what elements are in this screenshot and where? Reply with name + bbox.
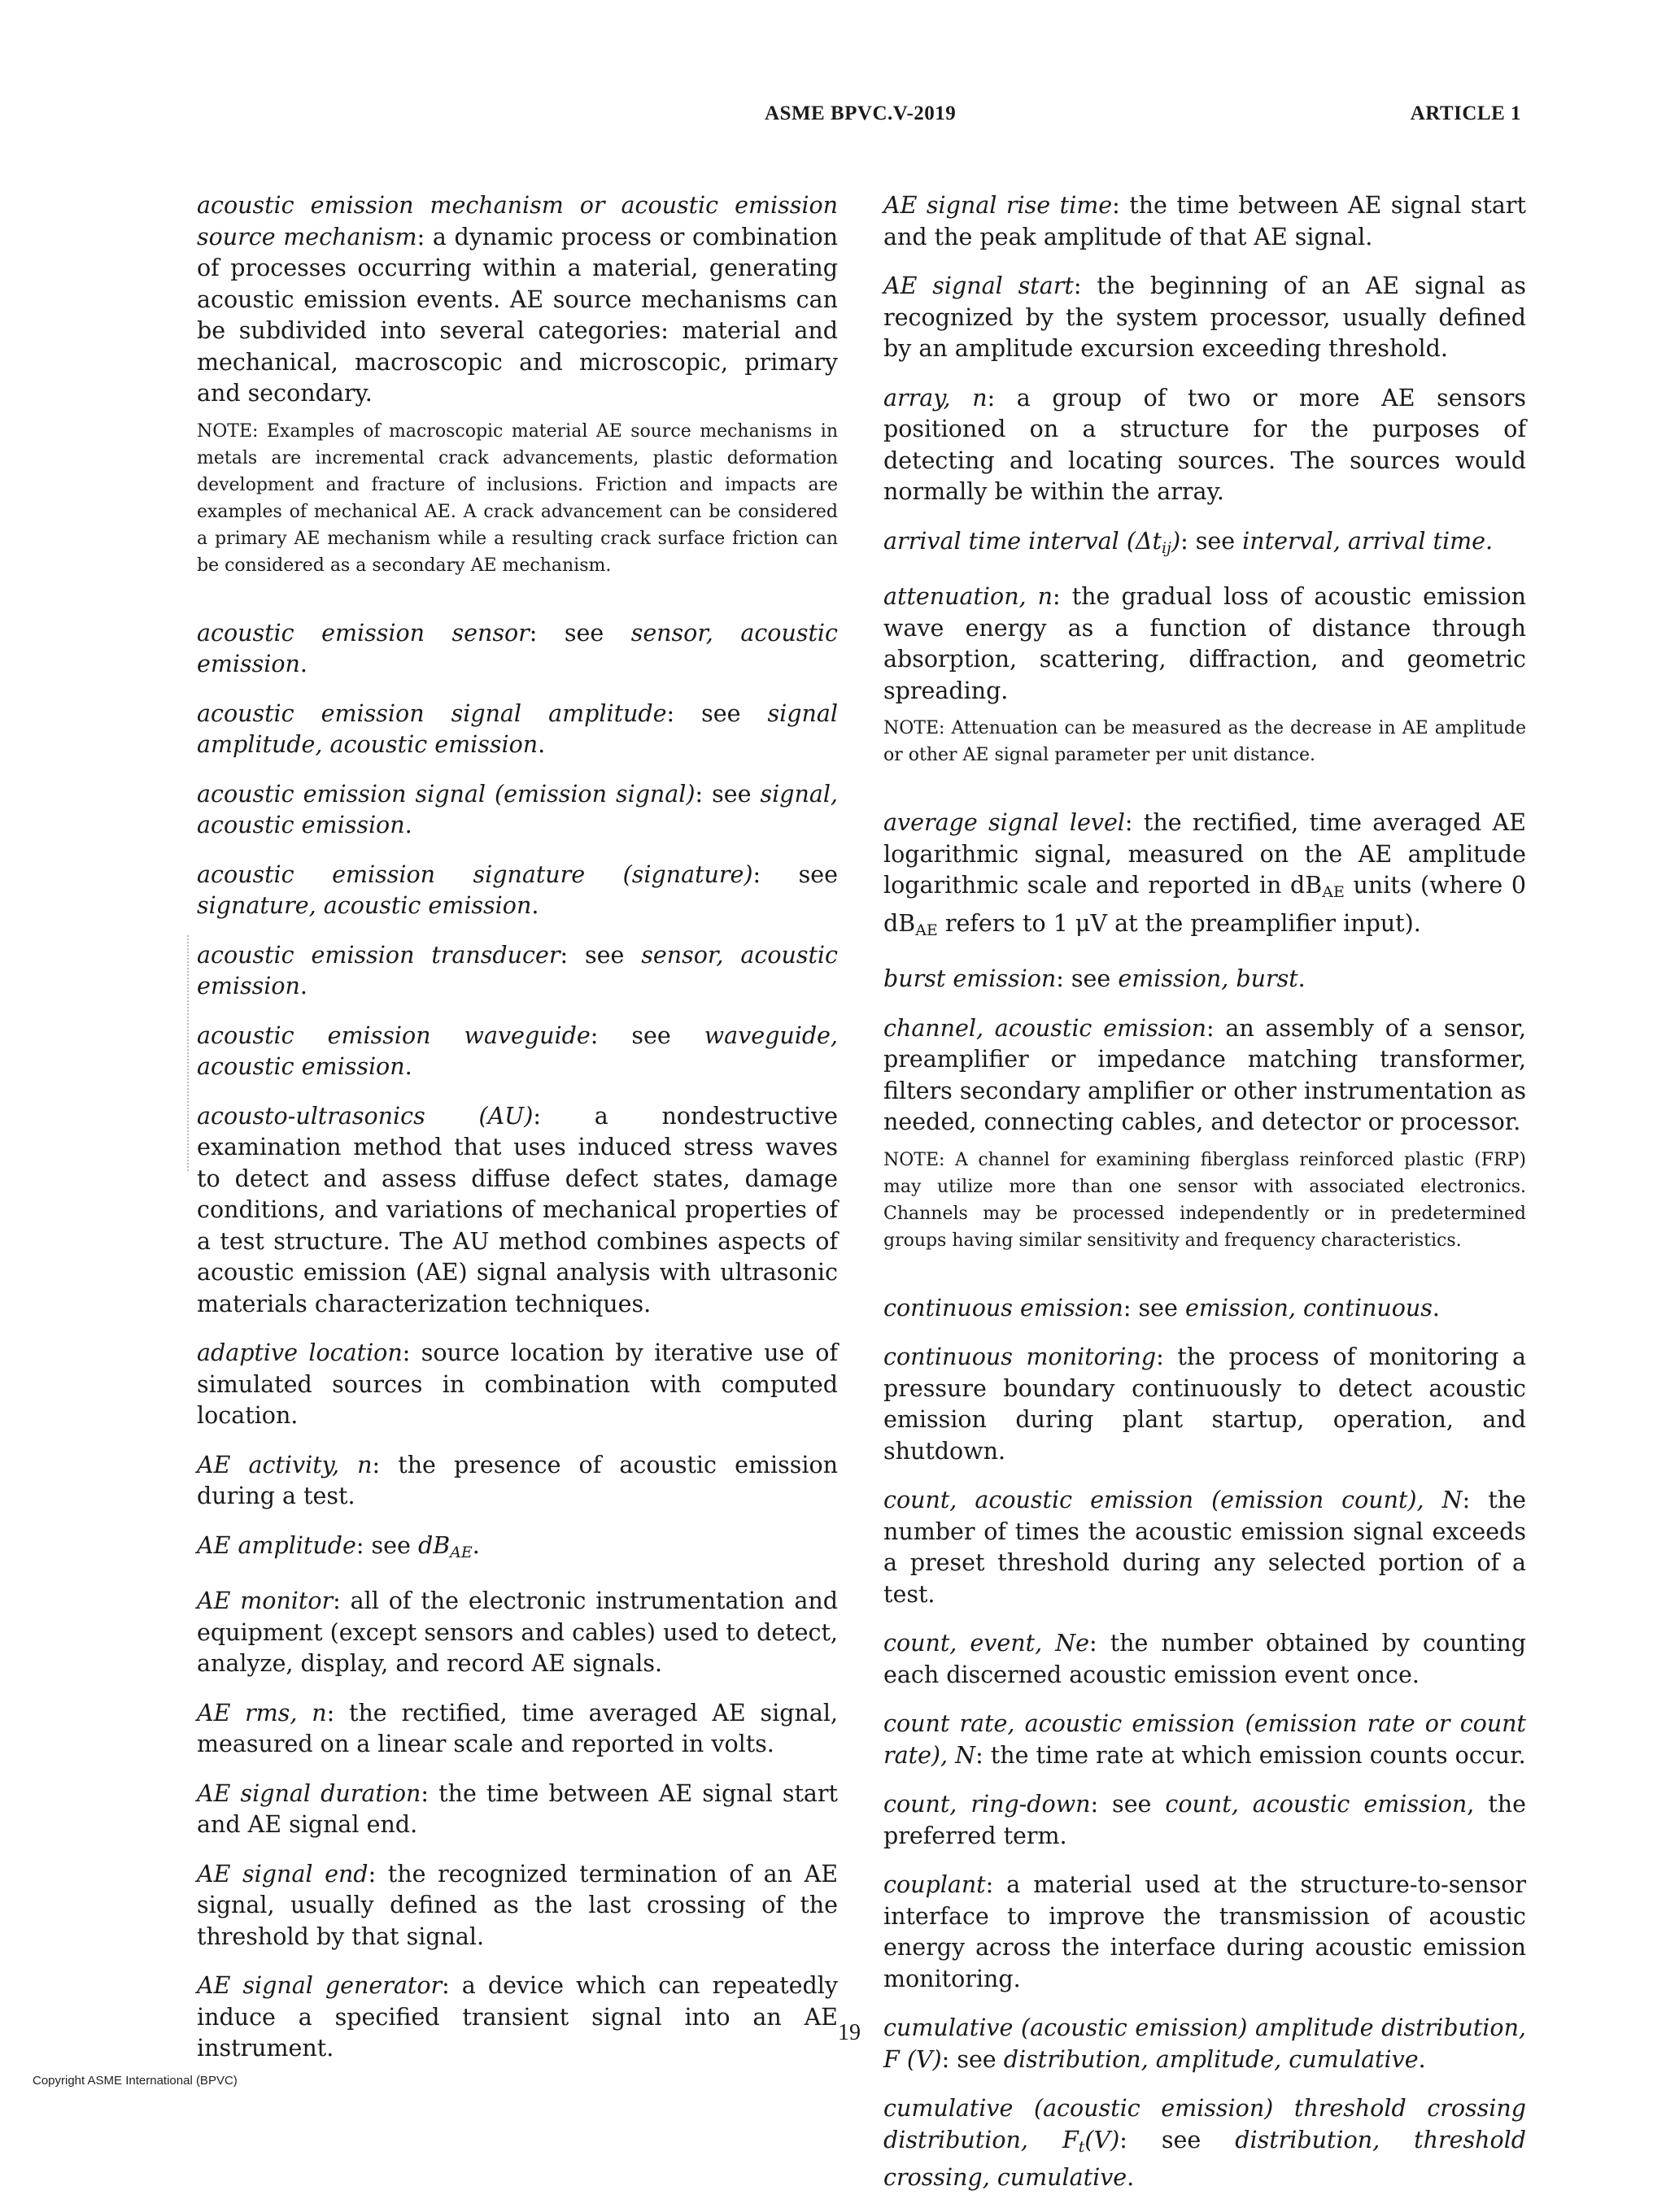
definition-text: source location by iterative use of simulated sources in combination with computed location. bbox=[197, 1339, 839, 1429]
separator: : bbox=[1073, 272, 1097, 299]
definition-end: . bbox=[1432, 1294, 1440, 1322]
defined-term: couplant bbox=[883, 1871, 986, 1898]
defined-term: cumulative (acoustic emission) threshold crossing distribution, F bbox=[883, 2095, 1526, 2153]
separator: : see bbox=[529, 619, 631, 647]
separator: : see bbox=[590, 1021, 704, 1049]
definition-text: the gradual loss of acoustic emission wave energy as a function of distance through absorption, scattering, diffraction, and geometric spreading. bbox=[883, 583, 1526, 704]
separator: : bbox=[1112, 192, 1130, 219]
cross-reference: dB bbox=[417, 1531, 451, 1559]
separator: : bbox=[421, 1779, 439, 1807]
defined-term: acoustic emission signal (emission signal) bbox=[197, 780, 696, 808]
defined-term: AE activity, n bbox=[197, 1451, 373, 1478]
separator: : bbox=[1156, 1343, 1178, 1370]
definition-text: the recognized termination of an AE signal, usually defined as the last crossing of the threshold by that signal. bbox=[197, 1860, 839, 1950]
cross-reference: distribution, threshold crossing, cumulative bbox=[883, 2126, 1526, 2191]
definition-entry bbox=[197, 779, 838, 842]
defined-term: AE signal generator bbox=[197, 1972, 443, 1999]
definition-text: the time rate at which emission counts occur. bbox=[990, 1741, 1526, 1769]
definition-entry bbox=[883, 2093, 1526, 2194]
definition-text: the rectified, time averaged AE logarithmic signal, measured on the AE amplitude logarithmic scale and reported in dB bbox=[883, 809, 1526, 899]
defined-term-subscript: ij bbox=[1161, 538, 1171, 557]
separator: : bbox=[1462, 1487, 1489, 1513]
cross-reference: distribution, amplitude, cumulative bbox=[1003, 2045, 1419, 2073]
definition-note: NOTE: Examples of macroscopic material AE source mechanisms in metals are incremental crack advancements, plastic deformation development and fracture of inclusions. Friction and impacts are examples of mechanical AE. A crack advancement can be considered a primary AE mechanism while a resulting crack surface friction can be considered as a secondary AE mechanism. bbox=[197, 420, 838, 576]
separator: : see bbox=[941, 2045, 1004, 2073]
definition-entry bbox=[197, 860, 838, 922]
defined-term-subscript: t bbox=[1078, 2137, 1085, 2156]
definition-entry bbox=[883, 808, 1526, 946]
defined-term: attenuation, n bbox=[883, 583, 1053, 610]
definition-entry bbox=[883, 964, 1526, 995]
definition-entry bbox=[197, 1779, 838, 1841]
definition-text: all of the electronic instrumentation and equipment (except sensors and cables) used to detect, analyze, display, and record AE signals. bbox=[197, 1587, 838, 1677]
defined-term: array, n bbox=[883, 384, 988, 411]
definition-entry bbox=[883, 1870, 1526, 1995]
cross-reference: interval, arrival time. bbox=[1242, 527, 1494, 555]
separator: : bbox=[1206, 1014, 1226, 1042]
separator: : bbox=[987, 384, 1017, 411]
defined-term: count, acoustic emission (emission count), N bbox=[883, 1487, 1463, 1513]
defined-term: arrival time interval (Δt bbox=[883, 527, 1162, 555]
separator: : bbox=[975, 1741, 991, 1769]
definition-text: the time between AE signal start and AE signal end. bbox=[197, 1779, 838, 1838]
cross-reference: signature, acoustic emission bbox=[197, 892, 532, 919]
definition-entry bbox=[197, 940, 838, 1003]
separator: : bbox=[333, 1587, 351, 1614]
definition-entry bbox=[197, 1859, 838, 1953]
defined-term: count, event, Ne bbox=[883, 1630, 1090, 1657]
revision-margin-mark bbox=[187, 935, 189, 1171]
defined-term: average signal level bbox=[883, 809, 1125, 836]
unit-subscript: AE bbox=[915, 921, 938, 939]
unit-subscript: AE bbox=[1322, 883, 1345, 901]
definition-end: . bbox=[404, 1053, 412, 1080]
defined-term: count rate, acoustic emission (emission rate or count rate), N bbox=[883, 1710, 1526, 1769]
definition-entry bbox=[197, 1586, 838, 1680]
definition-end: . bbox=[1297, 965, 1306, 992]
defined-term: acoustic emission signal amplitude bbox=[197, 699, 667, 727]
definition-text: a dynamic process or combination of processes occurring within a material, generating acoustic emission events. AE source mechanisms can be subdivided into several categories: material and mechanical, macroscopic and microscopic, primary and secondary. bbox=[197, 223, 838, 407]
defined-term: burst emission bbox=[883, 965, 1057, 992]
definition-entry bbox=[197, 1970, 838, 2065]
definition-entry bbox=[197, 1531, 838, 1569]
separator: : see bbox=[1180, 527, 1243, 555]
defined-term: AE amplitude bbox=[197, 1531, 356, 1559]
definition-end: . bbox=[1127, 2164, 1135, 2191]
defined-term-end: (V) bbox=[1084, 2126, 1120, 2153]
defined-term: channel, acoustic emission bbox=[883, 1014, 1206, 1042]
cross-reference: signal, acoustic emission bbox=[197, 780, 838, 838]
definition-entry bbox=[883, 1293, 1526, 1325]
separator: : see bbox=[695, 780, 761, 808]
defined-term: AE signal rise time bbox=[883, 192, 1113, 219]
separator: : see bbox=[560, 941, 642, 969]
definition-end: . bbox=[472, 1531, 480, 1559]
separator: : bbox=[1124, 809, 1144, 836]
defined-term: acoustic emission waveguide bbox=[197, 1021, 591, 1049]
separator: : bbox=[402, 1339, 421, 1366]
definition-end: , the preferred term. bbox=[883, 1791, 1526, 1849]
definition-end: . bbox=[538, 731, 546, 758]
definition-entry bbox=[883, 581, 1526, 707]
definition-entry bbox=[883, 383, 1526, 508]
definition-entry bbox=[197, 1101, 838, 1321]
definition-note: NOTE: Attenuation can be measured as the decrease in AE amplitude or other AE signal parameter per unit distance. bbox=[883, 718, 1526, 765]
definition-entry bbox=[197, 1338, 838, 1432]
defined-term: acousto-ultrasonics (AU) bbox=[197, 1102, 534, 1130]
defined-term: AE rms, n bbox=[197, 1699, 327, 1726]
cross-reference: sensor, acoustic emission bbox=[197, 619, 838, 677]
definition-text: the time between AE signal start and the peak amplitude of that AE signal. bbox=[883, 192, 1526, 250]
definition-entry bbox=[197, 618, 838, 681]
defined-term: continuous emission bbox=[883, 1294, 1123, 1322]
definition-text: a device which can repeatedly induce a specified transient signal into an AE instrument. bbox=[197, 1972, 838, 2062]
copyright-footer: Copyright ASME International (BPVC) bbox=[33, 2074, 238, 2088]
separator: : bbox=[533, 1102, 595, 1130]
definition-text: a group of two or more AE sensors positioned on a structure for the purposes of detecting and locating sources. The sources would normally be within the array. bbox=[883, 384, 1526, 505]
definition-end: . bbox=[299, 651, 307, 677]
defined-term: cumulative (acoustic emission) amplitude distribution, F (V) bbox=[883, 2014, 1526, 2073]
definition-entry bbox=[883, 1709, 1526, 1771]
separator: : bbox=[442, 1972, 462, 1999]
definition-entry bbox=[197, 1450, 838, 1513]
separator: : bbox=[1089, 1630, 1110, 1657]
definition-note: NOTE: A channel for examining fiberglass reinforced plastic (FRP) may utilize more than one sensor with associated electronics. Channels may be processed independently or in predetermined groups having similar sensitivity and frequency characteristics. bbox=[883, 1149, 1526, 1251]
definition-entry bbox=[197, 190, 838, 410]
separator: : bbox=[326, 1699, 349, 1726]
separator: : bbox=[372, 1451, 399, 1478]
defined-term: acoustic emission transducer bbox=[197, 941, 560, 969]
definition-text: the process of monitoring a pressure boundary continuously to detect acoustic emission during plant startup, operation, and shutdown. bbox=[883, 1343, 1526, 1465]
definition-entry bbox=[883, 1013, 1526, 1139]
defined-term-end: ) bbox=[1171, 527, 1181, 555]
definition-entry bbox=[197, 1698, 838, 1761]
defined-term: AE monitor bbox=[197, 1587, 334, 1614]
defined-term: acoustic emission mechanism or acoustic emission source mechanism bbox=[197, 192, 838, 250]
definition-entry bbox=[883, 1789, 1526, 1852]
definition-text: an assembly of a sensor, preamplifier or impedance matching transformer, filters secondary amplifier or other instrumentation as needed, connecting cables, and detector or processor. bbox=[883, 1014, 1527, 1135]
cross-reference: sensor, acoustic emission bbox=[197, 941, 838, 999]
defined-term: AE signal end bbox=[197, 1860, 369, 1888]
definition-text: the presence of acoustic emission during a test. bbox=[197, 1451, 838, 1509]
left-column bbox=[197, 190, 838, 2083]
running-header-article: ARTICLE 1 bbox=[1410, 102, 1521, 124]
defined-term: adaptive location bbox=[197, 1339, 403, 1366]
definition-end: . bbox=[299, 973, 307, 999]
definition-text: the beginning of an AE signal as recognized by the system processor, usually defined by an amplitude excursion exceeding threshold. bbox=[883, 272, 1526, 362]
definition-text: the number obtained by counting each discerned acoustic emission event once. bbox=[883, 1630, 1527, 1688]
definition-text: the number of times the acoustic emission signal exceeds a preset threshold during any selected portion of a test. bbox=[883, 1487, 1526, 1608]
defined-term: acoustic emission sensor bbox=[197, 619, 530, 647]
cross-reference: emission, continuous bbox=[1184, 1294, 1433, 1322]
separator: : see bbox=[752, 860, 838, 888]
separator: : bbox=[1053, 583, 1072, 610]
definition-entry bbox=[883, 2013, 1526, 2075]
definition-entry bbox=[883, 190, 1526, 253]
definition-entry bbox=[197, 1021, 838, 1083]
running-header-title: ASME BPVC.V-2019 bbox=[765, 102, 957, 124]
definition-entry bbox=[883, 526, 1526, 564]
definition-text: the rectified, time averaged AE signal, measured on a linear scale and reported in volts. bbox=[197, 1699, 838, 1757]
defined-term: acoustic emission signature (signature) bbox=[197, 860, 753, 888]
separator: : bbox=[368, 1860, 388, 1888]
defined-term: AE signal start bbox=[883, 272, 1074, 299]
separator: : bbox=[985, 1871, 1007, 1898]
definition-entry bbox=[197, 699, 838, 761]
defined-term: count, ring-down bbox=[883, 1791, 1091, 1818]
cross-reference-subscript: AE bbox=[450, 1543, 473, 1561]
page-number: 19 bbox=[838, 2020, 861, 2045]
defined-term: AE signal duration bbox=[197, 1779, 421, 1807]
definition-entry bbox=[883, 1628, 1526, 1691]
cross-reference: emission, burst bbox=[1118, 965, 1298, 992]
cross-reference: waveguide, acoustic emission bbox=[197, 1021, 838, 1080]
definition-end: . bbox=[404, 812, 412, 838]
definition-end: . bbox=[531, 892, 539, 919]
definition-entry bbox=[883, 271, 1526, 365]
definition-text: units (where 0 dB bbox=[883, 872, 1526, 937]
definition-text: a material used at the structure-to-sensor interface to improve the transmission of acoustic energy across the interface during acoustic emission monitoring. bbox=[883, 1871, 1526, 1992]
separator: : see bbox=[1090, 1791, 1166, 1818]
cross-reference: count, acoustic emission bbox=[1165, 1791, 1468, 1818]
definition-text: a nondestructive examination method that uses induced stress waves to detect and assess diffuse defect states, damage conditions, and variations of mechanical properties of a test structure. The AU method combines aspects of acoustic emission (AE) signal analysis with ultrasonic materials characterization techniques. bbox=[197, 1102, 838, 1317]
separator: : see bbox=[1056, 965, 1119, 992]
separator: : bbox=[416, 223, 433, 250]
separator: : see bbox=[355, 1531, 418, 1559]
separator: : see bbox=[1119, 2126, 1236, 2153]
definition-entry bbox=[883, 1342, 1526, 1467]
separator: : see bbox=[1123, 1294, 1185, 1322]
definition-text: refers to 1 μV at the preamplifier input). bbox=[937, 909, 1421, 937]
definition-entry bbox=[883, 1485, 1526, 1610]
definition-end: . bbox=[1418, 2045, 1426, 2073]
cross-reference: signal amplitude, acoustic emission bbox=[197, 699, 838, 758]
separator: : see bbox=[666, 699, 768, 727]
defined-term: continuous monitoring bbox=[883, 1343, 1157, 1370]
right-column bbox=[883, 190, 1526, 2212]
